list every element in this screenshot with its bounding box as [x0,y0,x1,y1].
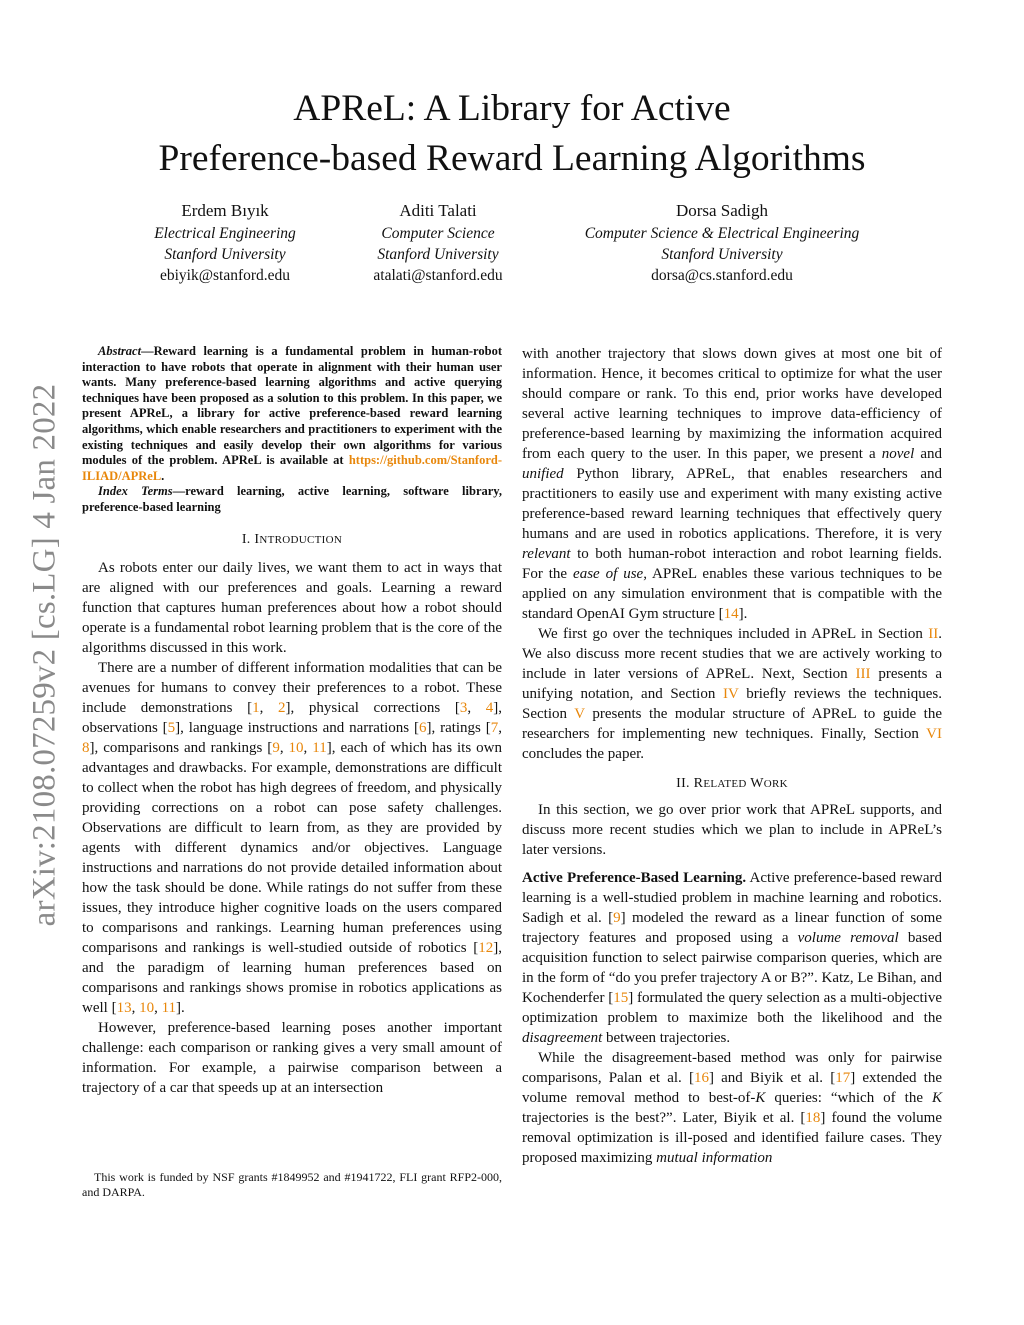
paragraph-heading: Active Preference-Based Learning. [522,870,747,886]
citation-link[interactable]: 3 [459,699,468,716]
intro-paragraph-3-continued: with another trajectory that slows down gives at most one bit of information. Hence, it becomes critical to optimize for what the user should compare or rank. To this end, prior works have developed several active learning techniques to improve data-efficiency of preference-based learning by maximizing the information acquired from each query to the user. In this paper, we present a novel and unified Python library, APReL, that enables researchers and practitioners to easily use and experiment with many existing active preference-based reward learning techniques that effectively query humans and are used in robotics applications. Therefore, it is very relevant to both human-robot interaction and robot learning fields. For the ease of use, APReL enables these various techniques to be applied on any simulation environment that is compatible with the standard OpenAI Gym structure [14]. [522,346,942,622]
citation-link[interactable]: 5 [167,719,176,736]
section-heading-introduction: I. INTRODUCTION [241,531,343,547]
author-dept: Computer Science [381,225,495,242]
section-heading-related-work: II. RELATED WORK [676,776,788,791]
related-paragraph-2: Active Preference-Based Learning. Active preference-based reward learning is a well-studied problem in machine learning and robotics. Sadigh et al. [9] modeled the reward as a linear function of some trajectory features and proposed using a volume removal based acquisition function to select pairwise comparison queries, which are in the form of “do you prefer trajectory A or B?”. Katz, Le Bihan, and Kochenderfer [15] formulated the query selection as a multi-objective optimization problem to maximize both the likelihood and the disagreement between trajectories. [522,870,942,1046]
author-dept: Electrical Engineering [154,225,296,242]
citation-link[interactable]: 9 [272,739,280,756]
author-dept: Computer Science & Electrical Engineering [584,225,860,242]
citation-link[interactable]: 12 [478,939,494,956]
citation-link[interactable]: 15 [613,990,629,1006]
citation-link[interactable]: 17 [835,1070,851,1086]
arxiv-id-text: arXiv:2108.07259v2 [cs.LG] 4 Jan 2022 [26,383,63,927]
related-paragraph-3: While the disagreement-based method was only for pairwise comparisons, Palan et al. [16] and Biyik et al. [17] extended the volume removal method to best-of-K queries: “which of the K trajectories is the best?”. Later, Biyik et al. [18] found the volume removal optimization is ill-posed and identified failure cases. They proposed maximizing mutual information [522,1050,942,1166]
arxiv-identifier [20,370,70,940]
paper-title [0,84,1024,184]
intro-paragraph-2: There are a number of different information modalities that can be avenues for humans to convey their preferences to a robot. These include demonstrations [1, 2], physical corrections [3, 4], observations [5], language instructions and narrations [6], ratings [7, 8], comparisons and rankings [9, 10, 11], each of which has its own advantages and drawbacks. For example, demonstrations are difficult to collect when the robot has high degrees of freedom, and physically providing corrections on a robot can pose safety challenges. Observations are difficult to learn from, as they are provided by agents with different dynamics and/or objectives. Language instructions and narrations do not provide detailed information about how the task should be done. While ratings do not suffer from these issues, they introduce higher cognitive loads on the users compared to comparisons and rankings. Learning human preferences using comparisons and rankings is well-studied outside of robotics [12], and the paradigm of learning human preferences based on comparisons and rankings shows promise in robotics applications as well [13, 10, 11]. [82,659,502,1016]
author-name: Aditi Talati [399,201,477,220]
author-univ: Stanford University [377,246,499,263]
author-email: ebiyik@stanford.edu [159,267,291,284]
author-univ: Stanford University [164,246,286,263]
citation-link[interactable]: 13 [116,999,132,1016]
citation-link[interactable]: 11 [161,999,177,1016]
author-email: dorsa@cs.stanford.edu [651,267,793,284]
github-link[interactable]: https://github.com/Stanford-ILIAD/APReL [82,453,502,483]
title-line-2: Preference-based Reward Learning Algorithms [158,138,866,179]
author-email: atalati@stanford.edu [373,267,503,284]
section-link[interactable]: VI [926,726,942,742]
title-line-1: APReL: A Library for Active [293,88,731,129]
section-link[interactable]: IV [722,686,739,702]
author-univ: Stanford University [661,246,783,263]
index-terms-label: Index Terms [98,484,173,499]
abstract-label: Abstract [98,344,142,358]
intro-paragraph-3: However, preference-based learning poses another important challenge: each comparison or ranking gives a very small amount of information. For example, a pairwise comparison between a trajectory of a car that speeds up at an intersection [82,1019,502,1096]
citation-link[interactable]: 2 [278,699,286,716]
abstract-text: —Reward learning is a fundamental problem in human-robot interaction to have robots that operate in alignment with their human user wants. Many preference-based learning algorithms and active querying techniques have been proposed as a solution to this problem. In this paper, we present APReL, a library for active preference-based reward learning algorithms, which enable researchers and practitioners to experiment with the existing techniques and easily develop their own algorithms for various modules of the problem. APReL is available at [82,344,502,468]
citation-link[interactable]: 11 [312,739,327,756]
citation-link[interactable]: 14 [723,606,739,622]
left-column [82,344,502,1098]
citation-link[interactable]: 4 [485,699,494,716]
citation-link[interactable]: 16 [693,1070,709,1086]
citation-link[interactable]: 7 [490,719,499,736]
citation-link[interactable]: 1 [252,699,260,716]
citation-link[interactable]: 8 [82,739,90,756]
section-link[interactable]: V [574,706,585,722]
section-link[interactable]: III [855,666,871,682]
index-terms [82,484,502,515]
citation-link[interactable]: 10 [139,999,155,1016]
author-2 [338,200,538,286]
abstract: Abstract—Reward learning is a fundamental problem in human-robot interaction to have robots that operate in alignment with their human user wants. Many preference-based learning algorithms and active querying techniques have been proposed as a solution to this problem. In this paper, we present APReL, a library for active preference-based reward learning algorithms, which enable researchers and practitioners to experiment with the existing techniques and easily develop their own algorithms for various modules of the problem. APReL is available at https://github.com/Stanford-ILIAD/APReL. [82,344,502,483]
citation-link[interactable]: 10 [288,739,304,756]
author-1 [125,200,325,286]
intro-paragraph-1: As robots enter our daily lives, we want them to act in ways that are aligned with our preferences and goals. Learning a reward function that captures human preferences about how a robot should operate is a fundamental robot learning problem that is the core of the algorithms discussed in this work. [82,559,502,656]
citation-link[interactable]: 18 [805,1110,821,1126]
citation-link[interactable]: 9 [613,910,621,926]
author-name: Dorsa Sadigh [675,201,769,220]
author-3 [562,200,882,286]
footnote: This work is funded by NSF grants #1849952 and #1941722, FLI grant RFP2-000, and DARPA. [82,1170,502,1199]
section-link[interactable]: II [928,626,939,642]
author-name: Erdem Bıyık [181,201,269,220]
intro-paragraph-4: We first go over the techniques included in APReL in Section II. We also discuss more recent studies that we are actively working to include in later versions of APReL. Next, Section III presents a unifying notation, and Section IV briefly reviews the techniques. Section V presents the modular structure of APReL to guide the researchers for implementing new techniques. Finally, Section VI concludes the paper. [522,626,943,762]
related-paragraph-1: In this section, we go over prior work that APReL supports, and discuss more recent studies which we plan to include in APReL’s later versions. [522,802,942,858]
citation-link[interactable]: 6 [418,719,427,736]
right-column [522,344,942,1168]
index-terms-text: —reward learning, active learning, software library, preference-based learning [82,484,502,514]
